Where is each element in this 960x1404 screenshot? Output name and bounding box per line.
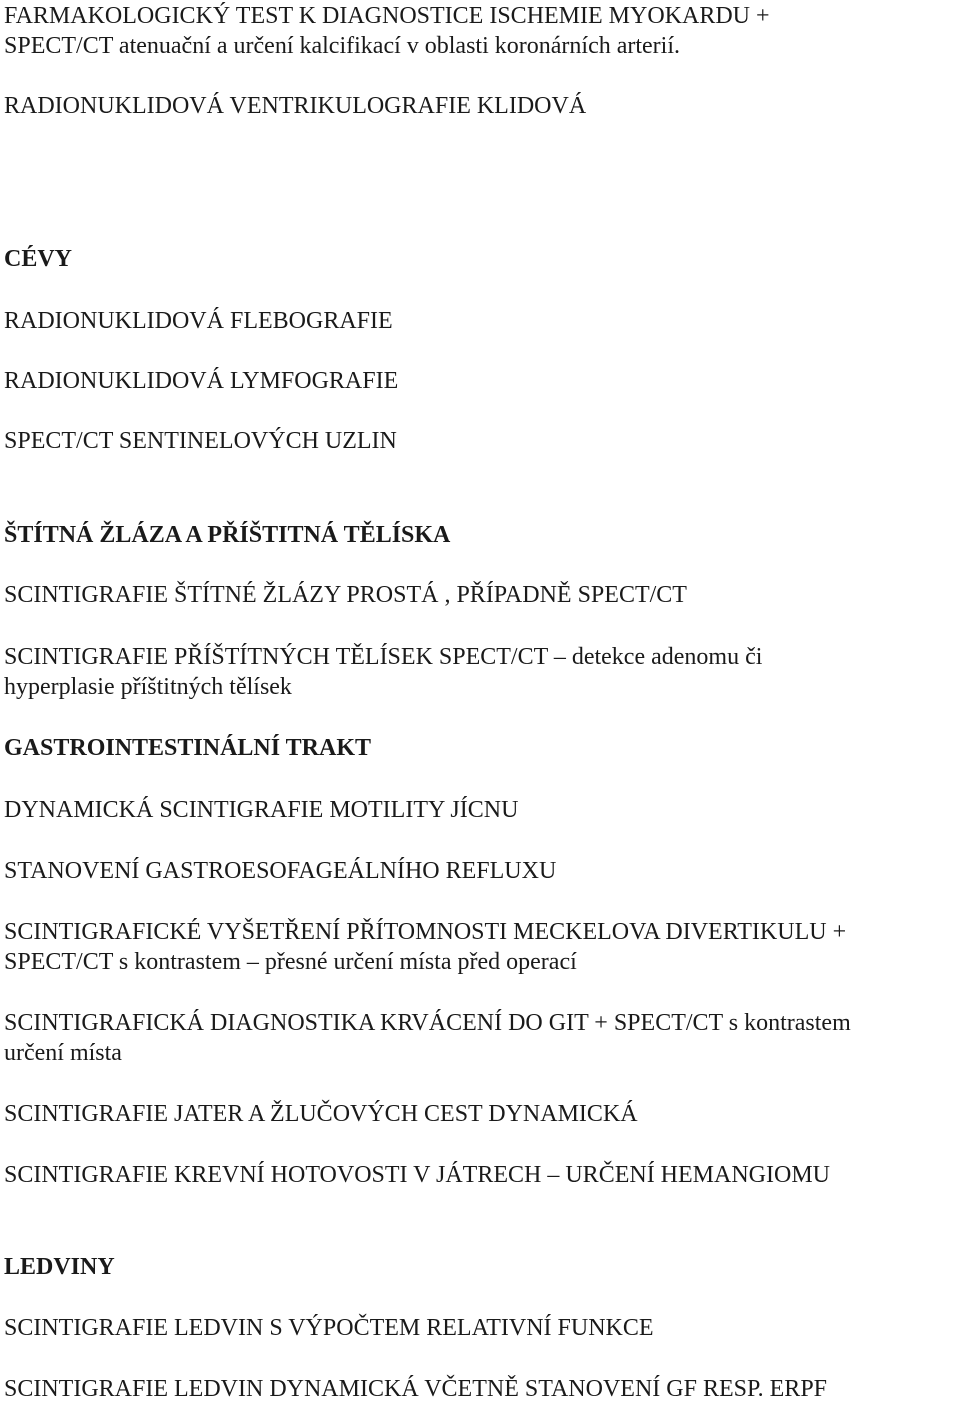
list-item: STANOVENÍ GASTROESOFAGEÁLNÍHO REFLUXU — [4, 858, 557, 884]
ventriculography-line: RADIONUKLIDOVÁ VENTRIKULOGRAFIE KLIDOVÁ — [4, 93, 587, 119]
section-heading-vessels: CÉVY — [4, 246, 73, 272]
list-item: SCINTIGRAFIE JATER A ŽLUČOVÝCH CEST DYNAMICKÁ — [4, 1101, 638, 1127]
list-item: SPECT/CT SENTINELOVÝCH UZLIN — [4, 428, 397, 454]
list-item: RADIONUKLIDOVÁ FLEBOGRAFIE — [4, 308, 393, 334]
list-item: SCINTIGRAFICKÁ DIAGNOSTIKA KRVÁCENÍ DO GIT + SPECT/CT s kontrastem — [4, 1010, 851, 1036]
list-item: SCINTIGRAFIE LEDVIN S VÝPOČTEM RELATIVNÍ FUNKCE — [4, 1315, 654, 1341]
list-item: DYNAMICKÁ SCINTIGRAFIE MOTILITY JÍCNU — [4, 797, 519, 823]
list-item: SCINTIGRAFIE KREVNÍ HOTOVOSTI V JÁTRECH – URČENÍ HEMANGIOMU — [4, 1162, 831, 1188]
list-item: RADIONUKLIDOVÁ LYMFOGRAFIE — [4, 368, 399, 394]
list-item-continuation: SPECT/CT s kontrastem – přesné určení místa před operací — [4, 949, 577, 975]
list-item-continuation: hyperplasie příštitných tělísek — [4, 674, 292, 700]
section-heading-thyroid: ŠTÍTNÁ ŽLÁZA A PŘÍŠTITNÁ TĚLÍSKA — [4, 522, 451, 548]
list-item: SCINTIGRAFIE ŠTÍTNÉ ŽLÁZY PROSTÁ , PŘÍPADNĚ SPECT/CT — [4, 582, 687, 608]
section-heading-kidneys: LEDVINY — [4, 1254, 115, 1280]
list-item-continuation: určení místa — [4, 1040, 122, 1066]
list-item: SCINTIGRAFICKÉ VYŠETŘENÍ PŘÍTOMNOSTI MECKELOVA DIVERTIKULU + — [4, 919, 847, 945]
list-item: SCINTIGRAFIE PŘÍŠTÍTNÝCH TĚLÍSEK SPECT/CT – detekce adenomu či — [4, 644, 763, 670]
list-item: SCINTIGRAFIE LEDVIN DYNAMICKÁ VČETNĚ STANOVENÍ GF RESP. ERPF — [4, 1376, 828, 1402]
intro-line-1: FARMAKOLOGICKÝ TEST K DIAGNOSTICE ISCHEMIE MYOKARDU + — [4, 3, 770, 29]
section-heading-gi: GASTROINTESTINÁLNÍ TRAKT — [4, 735, 371, 761]
intro-line-2: SPECT/CT atenuační a určení kalcifikací v oblasti koronárních arterií. — [4, 33, 681, 59]
